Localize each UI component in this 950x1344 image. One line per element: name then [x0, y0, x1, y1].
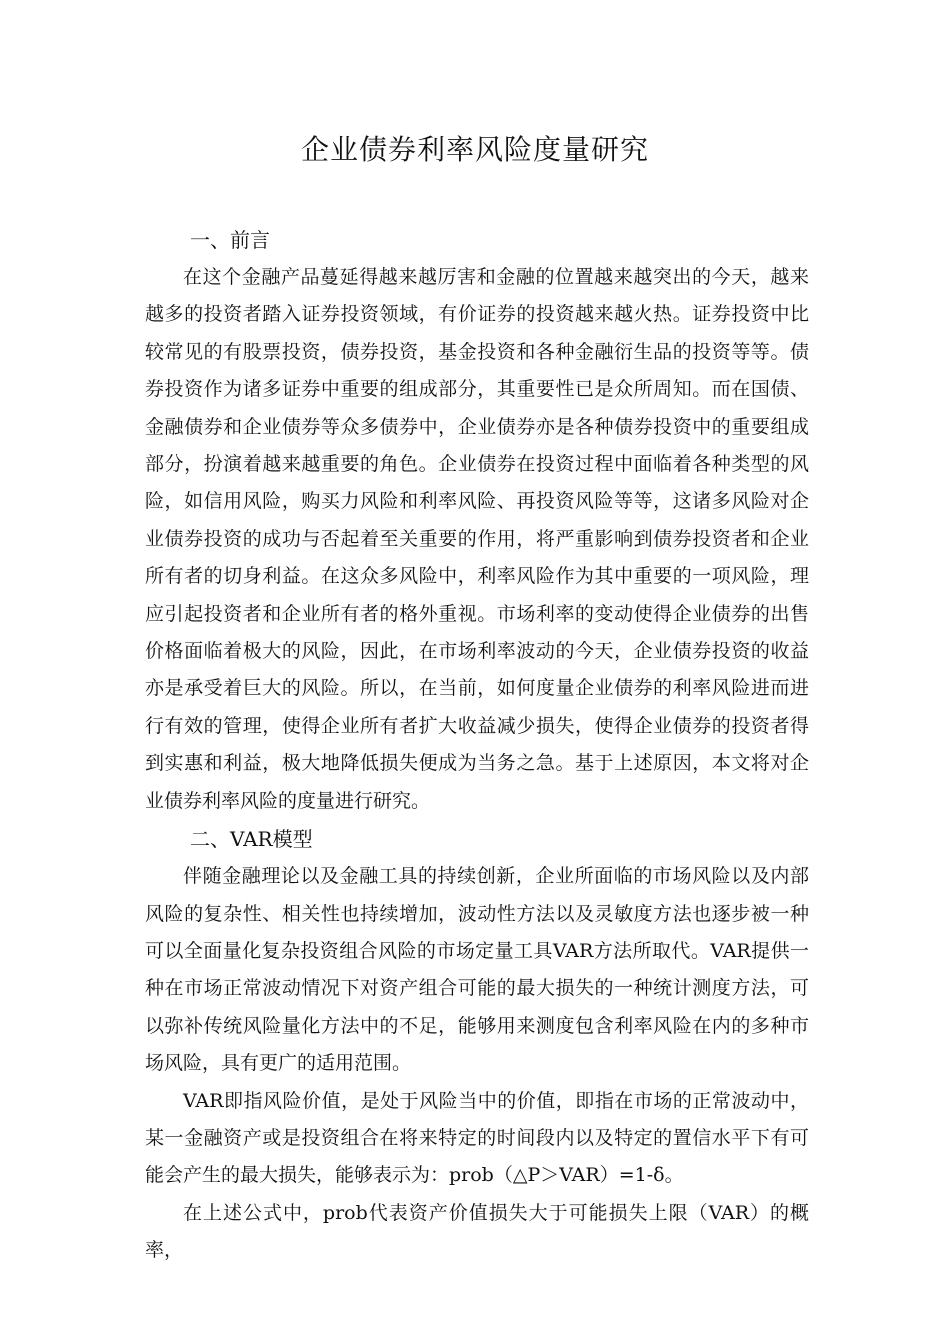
document-body [145, 222, 809, 1270]
section-heading-var-model: 二、VAR模型 [190, 827, 313, 852]
section-heading-preface: 一、前言 [190, 228, 270, 252]
paragraph-preface-1: 在这个金融产品蔓延得越来越厉害和金融的位置越来越突出的今天，越来越多的投资者踏入证券投资领域，有价证券的投资越来越火热。证券投资中比较常见的有股票投资，债券投资，基金投资和各种金融衍生品的投资等等。债券投资作为诸多证券中重要的组成部分，其重要性已是众所周知。而在国债、金融债券和企业债券等众多债券中，企业债券亦是各种债券投资中的重要组成部分，扮演着越来越重要的角色。企业债券在投资过程中面临着各种类型的风险，如信用风险，购买力风险和利率风险、再投资风险等等，这诸多风险对企业债券投资的成功与否起着至关重要的作用，将严重影响到债券投资者和企业所有者的切身利益。在这众多风险中，利率风险作为其中重要的一项风险，理应引起投资者和企业所有者的格外重视。市场利率的变动使得企业债券的出售价格面临着极大的风险，因此，在市场利率波动的今天，企业债券投资的收益亦是承受着巨大的风险。所以，在当前，如何度量企业债券的利率风险进而进行有效的管理，使得企业所有者扩大收益减少损失，使得企业债券的投资者得到实惠和利益，极大地降低损失便成为当务之急。基于上述原因，本文将对企业债券利率风险的度量进行研究。 [145, 266, 809, 812]
paragraph-var-3: 在上述公式中，prob代表资产价值损失大于可能损失上限（VAR）的概率， [145, 1201, 809, 1262]
paragraph-var-2: VAR即指风险价值，是处于风险当中的价值，即指在市场的正常波动中，某一金融资产或是投资组合在将来特定的时间段内以及特定的置信水平下有可能会产生的最大损失，能够表示为：prob（△P＞VAR）=1-δ。 [145, 1089, 809, 1187]
document-title: 企业债券利率风险度量研究 [300, 133, 649, 166]
paragraph-var-1: 伴随金融理论以及金融工具的持续创新，企业所面临的市场风险以及内部风险的复杂性、相关性也持续增加，波动性方法以及灵敏度方法也逐步被一种可以全面量化复杂投资组合风险的市场定量工具VAR方法所取代。VAR提供一种在市场正常波动情况下对资产组合可能的最大损失的一种统计测度方法，可以弥补传统风险量化方法中的不足，能够用来测度包含利率风险在内的多种市场风险，具有更广的适用范围。 [145, 865, 809, 1075]
